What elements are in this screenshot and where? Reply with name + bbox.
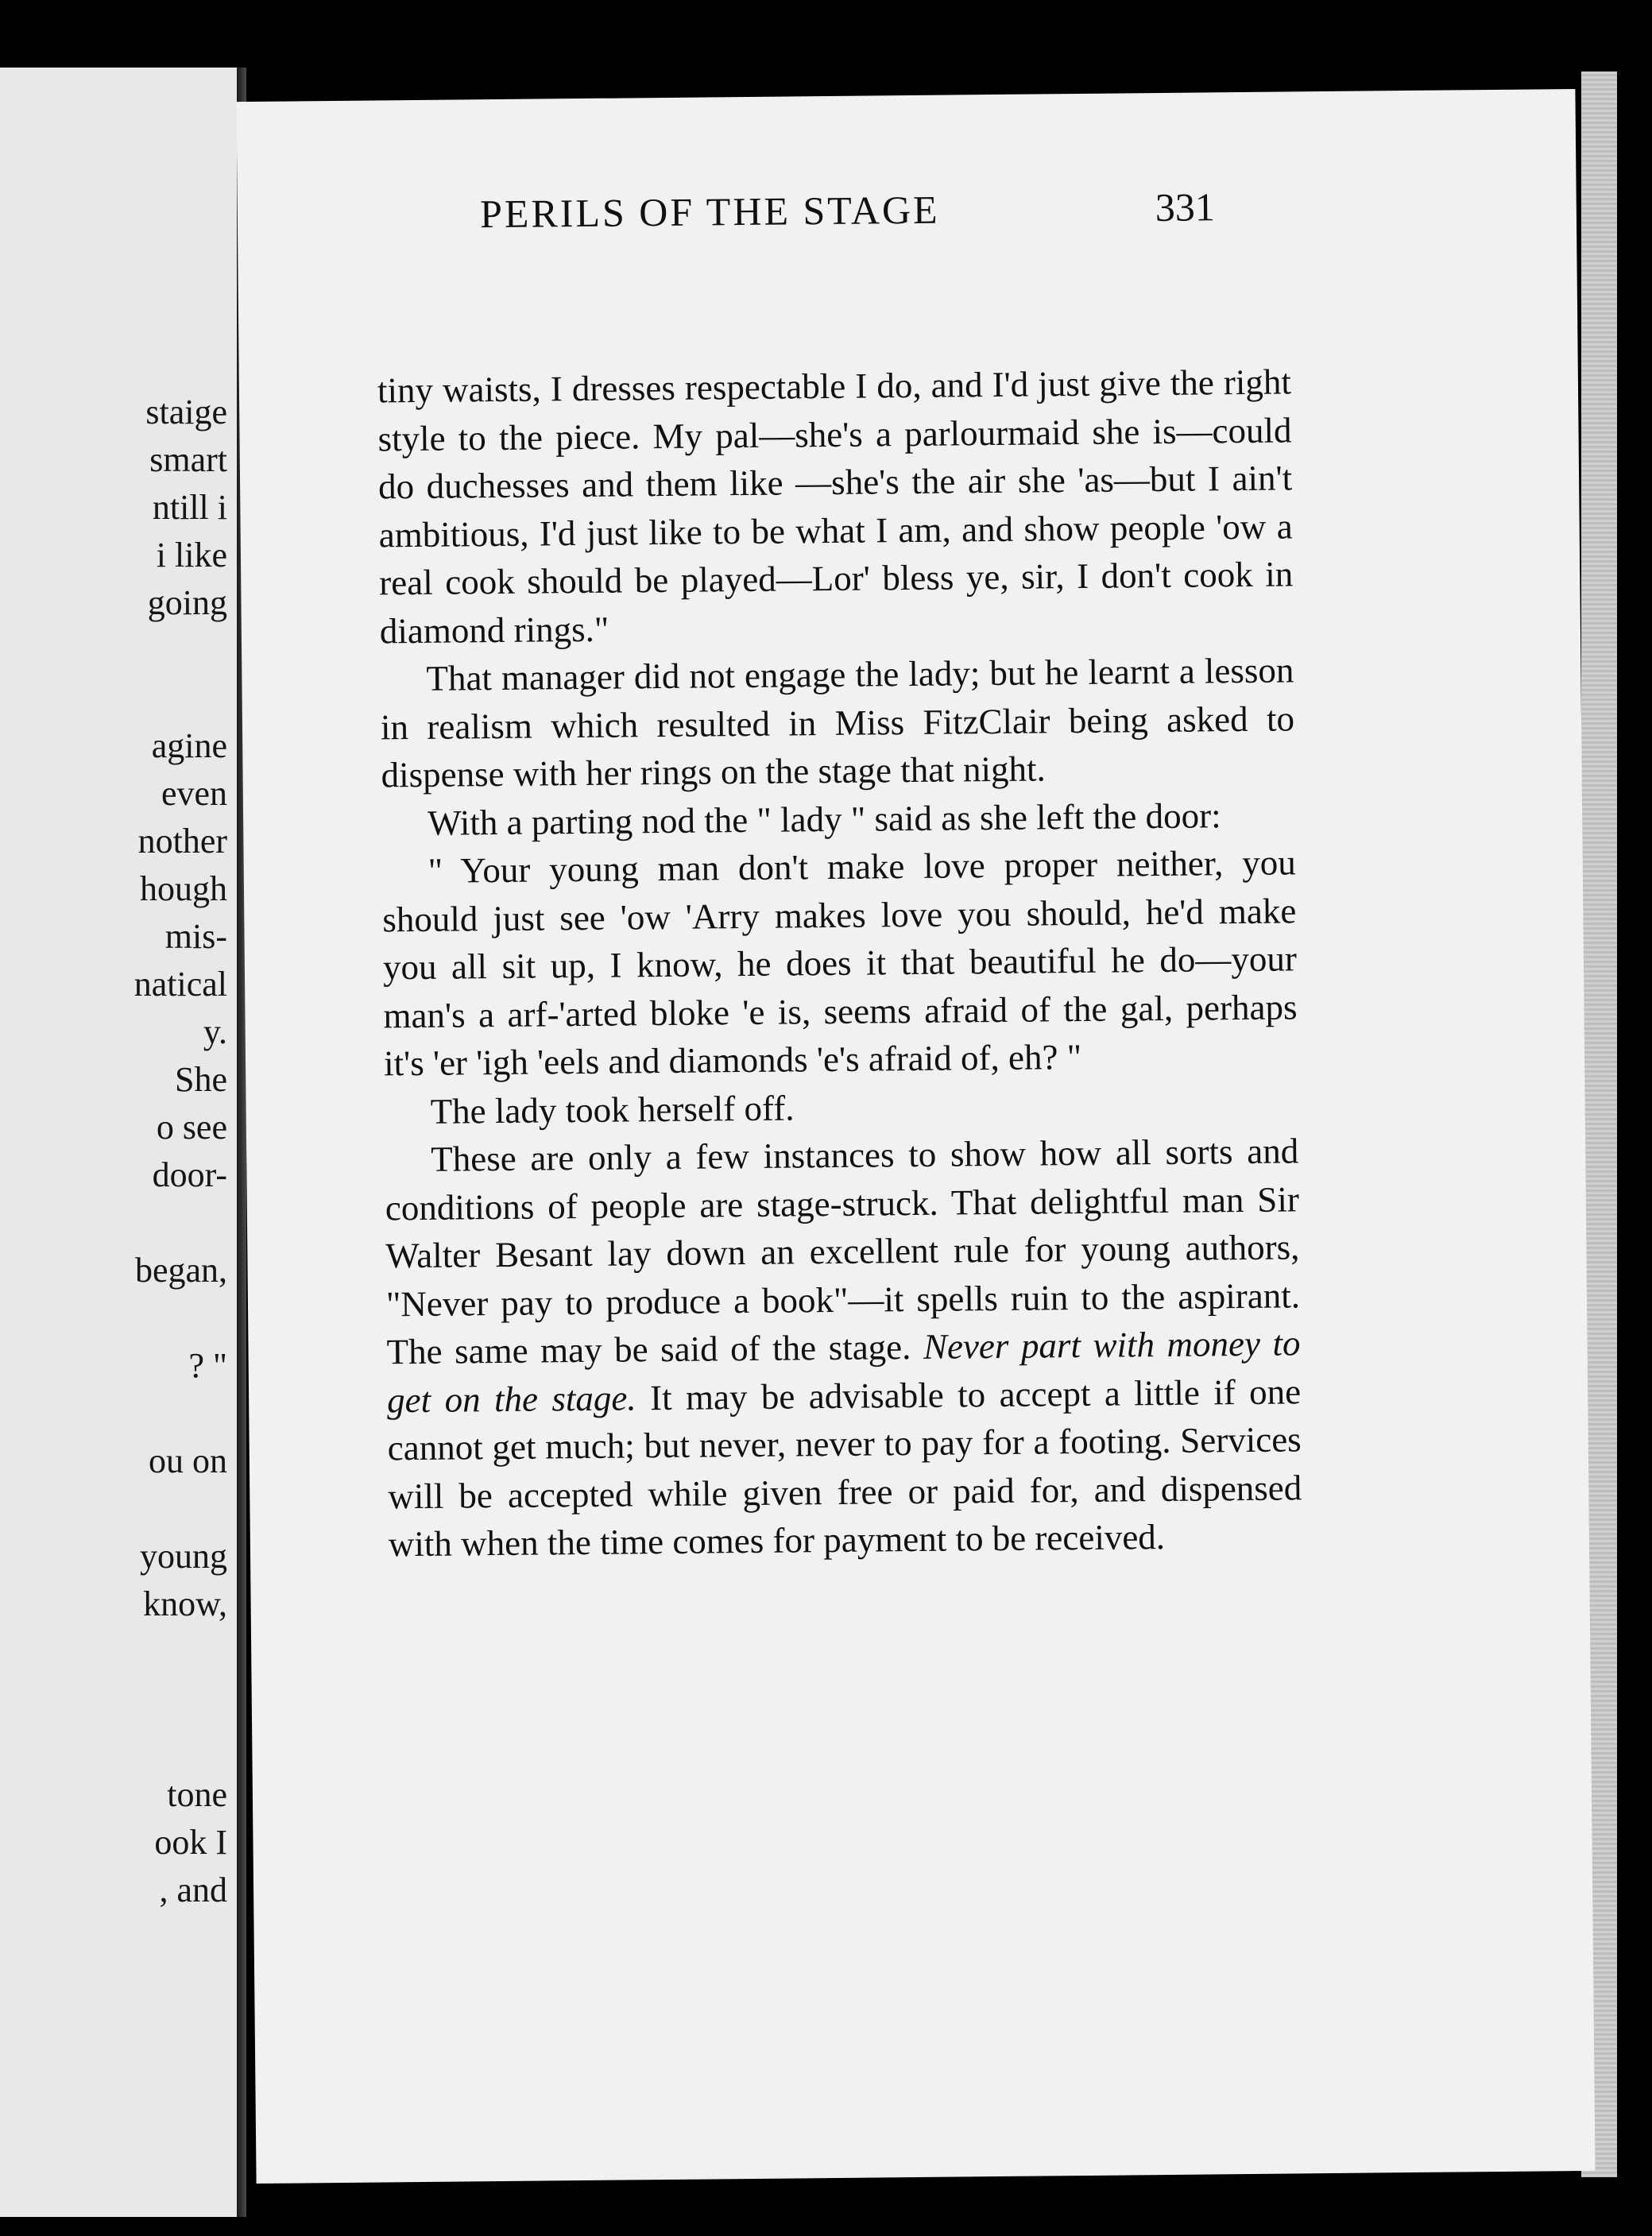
left-line-fragment: staige: [145, 393, 227, 431]
left-line-fragment: going: [147, 583, 227, 622]
left-line-fragment: young: [140, 1537, 227, 1576]
paragraph-text: It may be advisable to accept a little if one cannot get much; but never, never to pay for a footing. Services will be accepted while given free or paid for, and dispensed with when the time comes for payment to be received.: [387, 1371, 1302, 1565]
paragraph: [385, 1127, 1302, 1569]
left-line-fragment: i like: [156, 536, 227, 574]
left-line-fragment: nother: [137, 822, 227, 861]
left-line-fragment: natical: [133, 965, 227, 1004]
left-line-fragment: ? ": [188, 1346, 227, 1385]
paragraph-text: These are only a few instances to show how all sorts and conditions of people are stage-struck. That delightful man Sir Walter Besant lay down an excellent rule for young authors, "Never pay to produce a book"—it spells ruin to the aspirant. The same may be said of the stage.: [385, 1131, 1301, 1372]
left-line-fragment: even: [161, 774, 227, 813]
left-line-fragment: ntill i: [152, 488, 227, 527]
left-line-fragment: smart: [149, 440, 227, 479]
paragraph: That manager did not engage the lady; but he learnt a lesson in realism which resulted in Miss FitzClair being asked to dispense with her rings on the stage that night.: [380, 650, 1295, 795]
left-line-fragment: y.: [203, 1012, 227, 1051]
left-line-fragment: door-: [152, 1155, 227, 1194]
paragraph: tiny waists, I dresses respectable I do, and I'd just give the right style to the piece. My pal—she's a parlourmaid she is—could do duchesses and them like —she's the air she 'as—but I ain't ambitious, I'd just like to be what I am, and show people 'ow a real cook should be played—Lor' bless ye, sir, I don't cook in diamond rings.": [377, 362, 1294, 651]
paragraph: With a parting nod the " lady " said as she left the door:: [427, 795, 1221, 843]
left-line-fragment: , and: [159, 1870, 227, 1909]
italic-emphasis: Never part with money to get on the stage.: [386, 1323, 1301, 1420]
page-number: 331: [1155, 184, 1216, 230]
left-line-fragment: began,: [134, 1251, 227, 1290]
body-text: [377, 358, 1302, 1568]
left-line-fragment: She: [175, 1060, 227, 1099]
left-line-fragment: o see: [156, 1108, 227, 1147]
left-line-fragment: agine: [151, 726, 227, 765]
left-line-fragment: mis-: [164, 917, 227, 956]
running-head: PERILS OF THE STAGE: [479, 187, 940, 237]
left-line-fragment: ook I: [154, 1823, 227, 1862]
paragraph: " Your young man don't make love proper neither, you should just see 'ow 'Arry makes love you should, he'd make you all sit up, I know, he does it that beautiful he do—your man's a arf-'arted bloke 'e is, seems afraid of the gal, perhaps it's 'er 'igh 'eels and diamonds 'e's afraid of, eh? ": [382, 842, 1298, 1084]
paragraph: The lady took herself off.: [430, 1087, 795, 1132]
left-line-fragment: know,: [143, 1584, 227, 1623]
left-line-fragment: ou on: [149, 1441, 227, 1480]
left-line-fragment: tone: [167, 1775, 227, 1814]
left-line-fragment: hough: [140, 869, 227, 908]
